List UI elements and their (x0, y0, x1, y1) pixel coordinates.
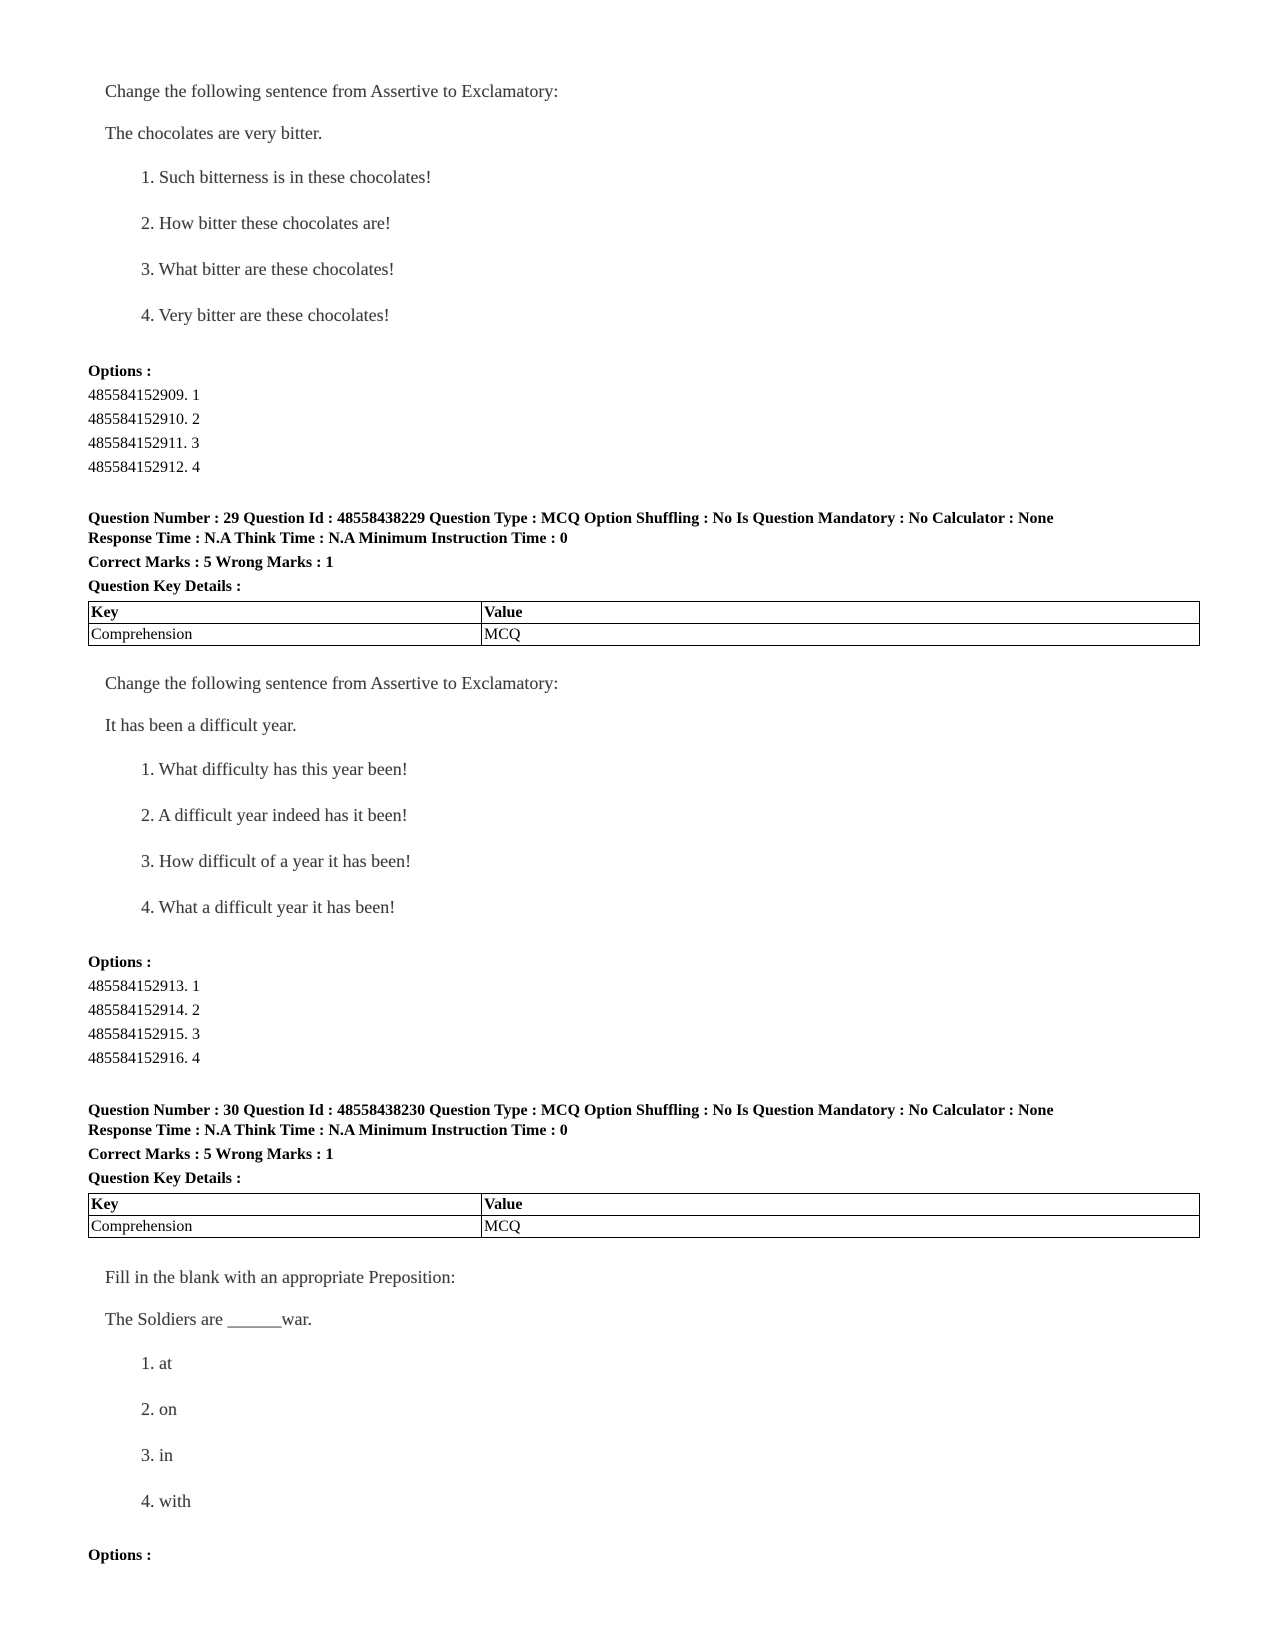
question-stem: The Soldiers are ______war. (105, 1309, 312, 1329)
option-item: 485584152916. 4 (88, 1050, 200, 1067)
option-item: 485584152913. 1 (88, 978, 200, 995)
choice-item: 3. What bitter are these chocolates! (141, 259, 395, 279)
question-stem: It has been a difficult year. (105, 715, 297, 735)
question-28-image (105, 80, 558, 350)
choice-item: 2. A difficult year indeed has it been! (141, 805, 408, 825)
question-stem: The chocolates are very bitter. (105, 123, 323, 143)
question-29-key-table (88, 601, 1200, 646)
table-header-value: Value (482, 602, 1200, 624)
options-block-30 (88, 1544, 152, 1568)
options-label: Options : (88, 954, 152, 971)
table-header-row (89, 602, 1200, 624)
table-header-key: Key (89, 602, 482, 624)
option-item: 485584152911. 3 (88, 435, 200, 452)
table-cell-value: MCQ (482, 1216, 1200, 1238)
key-details-label: Question Key Details : (88, 1170, 242, 1187)
question-29-meta (88, 509, 1198, 601)
option-item: 485584152915. 3 (88, 1026, 200, 1043)
question-instruction: Change the following sentence from Assertive to Exclamatory: (105, 673, 559, 693)
options-label: Options : (88, 363, 152, 380)
options-label: Options : (88, 1547, 152, 1564)
question-meta-line: Response Time : N.A Think Time : N.A Minimum Instruction Time : 0 (88, 1122, 568, 1139)
question-meta-line: Question Number : 29 Question Id : 48558438229 Question Type : MCQ Option Shuffling : No Is Question Mandatory : No Calculator : None (88, 510, 1054, 527)
table-row (89, 624, 1200, 646)
choice-item: 4. Very bitter are these chocolates! (141, 305, 390, 325)
choice-item: 3. How difficult of a year it has been! (141, 851, 412, 871)
key-details-label: Question Key Details : (88, 578, 242, 595)
question-30-meta (88, 1101, 1198, 1193)
choice-item: 2. on (141, 1399, 177, 1419)
choice-item: 4. What a difficult year it has been! (141, 897, 396, 917)
choice-item: 1. at (141, 1353, 172, 1373)
question-instruction: Fill in the blank with an appropriate Preposition: (105, 1267, 456, 1287)
option-item: 485584152912. 4 (88, 459, 200, 476)
question-29-image (105, 672, 558, 942)
options-block-28 (88, 360, 200, 480)
options-block-29 (88, 951, 200, 1071)
option-item: 485584152910. 2 (88, 411, 200, 428)
choice-item: 1. Such bitterness is in these chocolates! (141, 167, 432, 187)
choice-item: 3. in (141, 1445, 174, 1465)
choice-item: 4. with (141, 1491, 192, 1511)
table-cell-key: Comprehension (89, 624, 482, 646)
table-header-key: Key (89, 1194, 482, 1216)
table-cell-value: MCQ (482, 624, 1200, 646)
question-30-image (105, 1266, 455, 1536)
option-item: 485584152909. 1 (88, 387, 200, 404)
question-meta-line: Question Number : 30 Question Id : 48558438230 Question Type : MCQ Option Shuffling : No Is Question Mandatory : No Calculator : None (88, 1102, 1054, 1119)
table-header-row (89, 1194, 1200, 1216)
question-instruction: Change the following sentence from Assertive to Exclamatory: (105, 81, 559, 101)
question-30-key-table (88, 1193, 1200, 1238)
table-cell-key: Comprehension (89, 1216, 482, 1238)
choice-item: 1. What difficulty has this year been! (141, 759, 408, 779)
table-row (89, 1216, 1200, 1238)
question-meta-line: Response Time : N.A Think Time : N.A Minimum Instruction Time : 0 (88, 530, 568, 547)
option-item: 485584152914. 2 (88, 1002, 200, 1019)
choice-item: 2. How bitter these chocolates are! (141, 213, 391, 233)
marks-line: Correct Marks : 5 Wrong Marks : 1 (88, 554, 334, 571)
marks-line: Correct Marks : 5 Wrong Marks : 1 (88, 1146, 334, 1163)
table-header-value: Value (482, 1194, 1200, 1216)
